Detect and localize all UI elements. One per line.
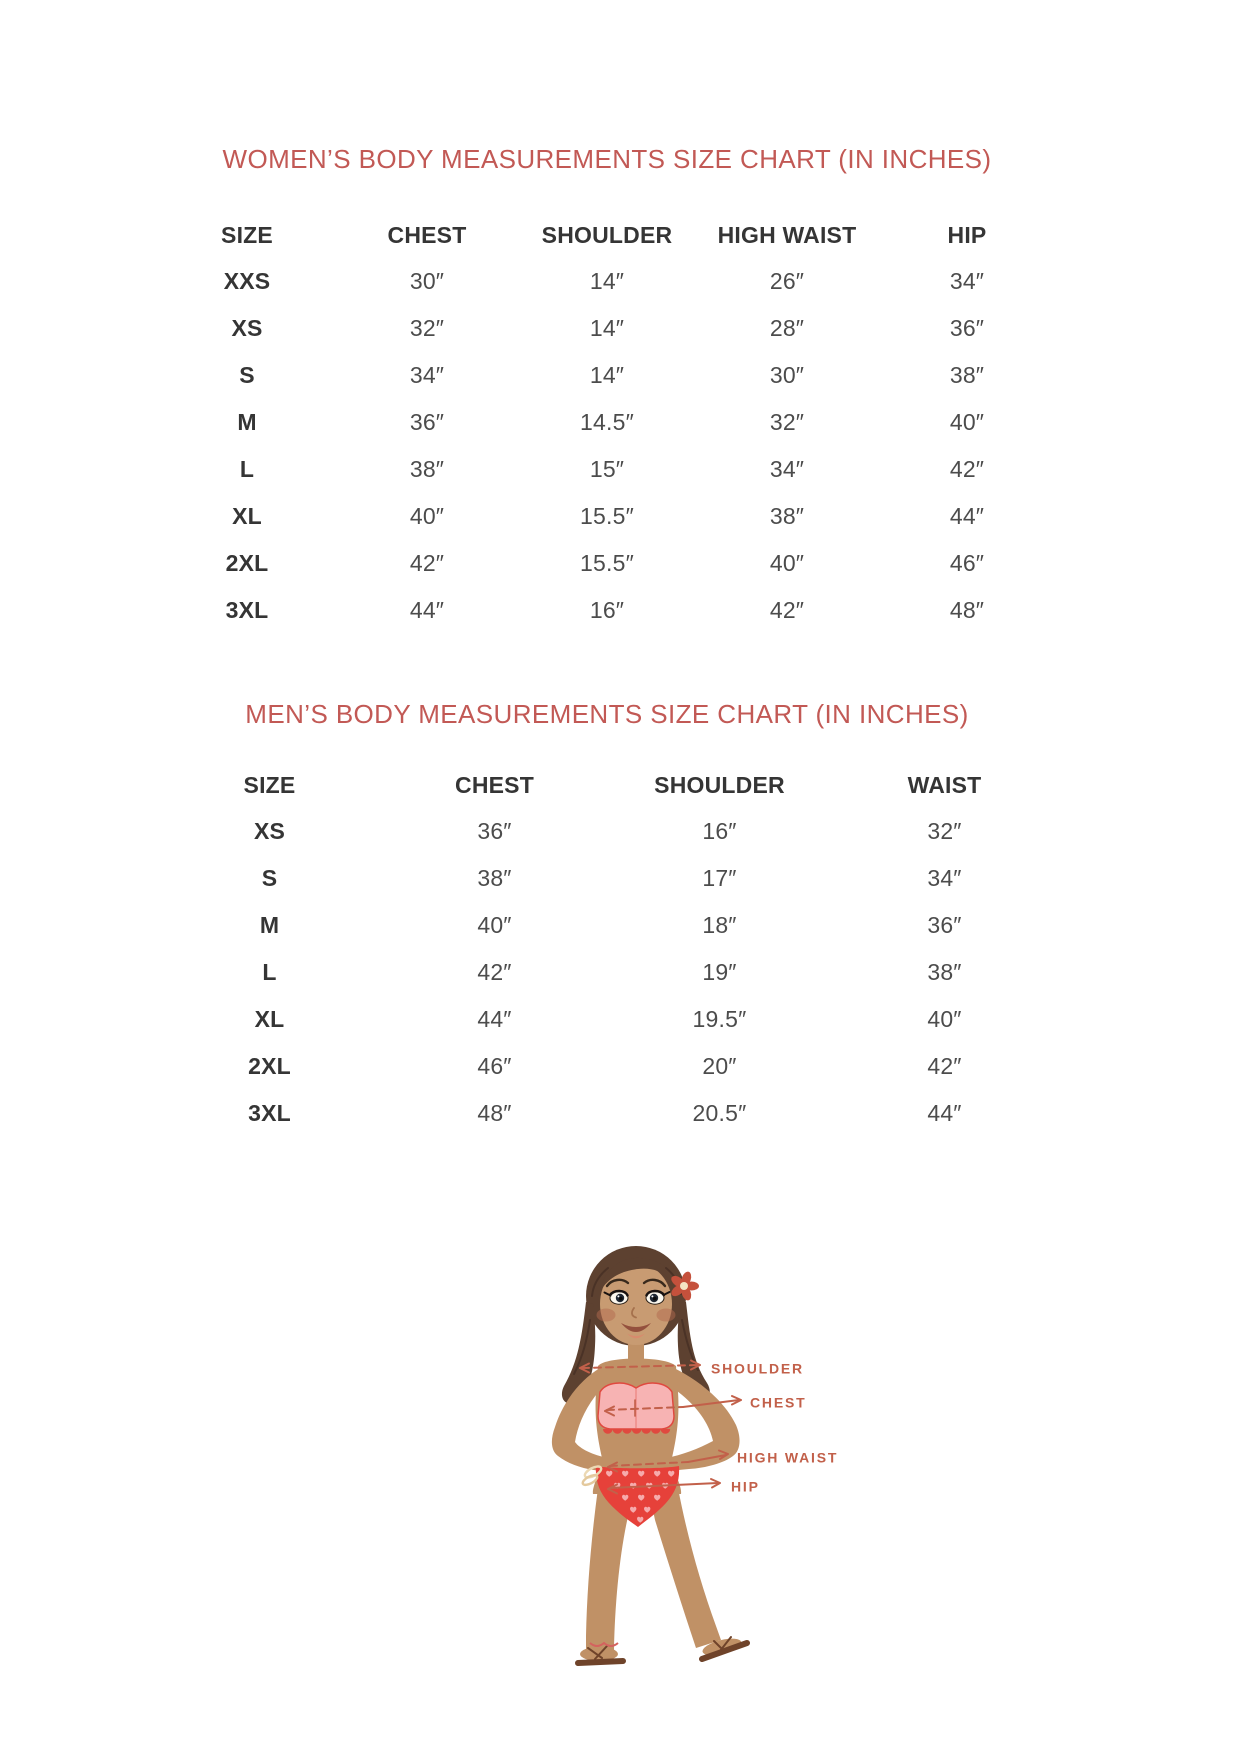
table-row	[157, 1043, 1057, 1090]
chest-cell: 44″	[409, 597, 445, 623]
waist-cell: 34″	[927, 865, 962, 891]
shoulder-cell: 16″	[702, 818, 737, 844]
table-row	[157, 808, 1057, 855]
waist-cell: 36″	[927, 912, 962, 938]
size-cell: 3XL	[248, 1100, 291, 1126]
shoulder-cell: 19″	[702, 959, 737, 985]
mens-table-body	[157, 808, 1057, 1137]
shoulder-cell: 19.5″	[692, 1006, 747, 1032]
column-header-size: SIZE	[221, 221, 273, 248]
chest-cell: 38″	[477, 865, 512, 891]
shoulder-cell: 15.5″	[580, 503, 634, 529]
chest-cell: 42″	[409, 550, 445, 576]
high-waist-label: HIGH WAIST	[737, 1449, 839, 1466]
size-cell: XS	[231, 315, 263, 341]
size-cell: 2XL	[248, 1053, 291, 1079]
chest-cell: 40″	[477, 912, 512, 938]
chest-cell: 48″	[477, 1100, 512, 1126]
shoulder-cell: 18″	[702, 912, 737, 938]
right-leg	[650, 1488, 721, 1648]
waist-cell: 40″	[927, 1006, 962, 1032]
hip-cell: 46″	[949, 550, 985, 576]
column-header-chest: CHEST	[387, 221, 467, 248]
shoulder-cell: 14″	[589, 362, 625, 388]
left-cheek-blush	[597, 1309, 616, 1322]
table-row	[157, 258, 1057, 305]
size-cell: XL	[232, 503, 262, 529]
shoulder-cell: 20.5″	[692, 1100, 747, 1126]
hip-cell: 48″	[949, 597, 985, 623]
column-header-size: SIZE	[243, 771, 296, 798]
waist-cell: 32″	[927, 818, 962, 844]
hip-cell: 38″	[949, 362, 985, 388]
shoulder-cell: 14″	[589, 268, 625, 294]
table-row	[157, 352, 1057, 399]
size-cell: M	[237, 409, 257, 435]
size-cell: XS	[253, 818, 286, 844]
mens-chart-title: MEN’S BODY MEASUREMENTS SIZE CHART (IN INCHES)	[245, 699, 969, 729]
size-cell: XL	[254, 1006, 285, 1032]
woman-figure-svg	[430, 1240, 850, 1700]
right-cheek-blush	[657, 1309, 676, 1322]
table-row	[157, 949, 1057, 996]
womens-table-header-row	[157, 212, 1057, 258]
table-row	[157, 855, 1057, 902]
womens-table-body	[157, 258, 1057, 634]
shoulder-cell: 14.5″	[580, 409, 634, 435]
shoulder-cell: 16″	[589, 597, 625, 623]
womens-size-table	[157, 212, 1057, 634]
waist-cell: 44″	[927, 1100, 962, 1126]
column-header-hip: HIP	[947, 221, 987, 248]
chest-cell: 30″	[409, 268, 445, 294]
size-cell: 2XL	[225, 550, 269, 576]
chest-cell: 36″	[477, 818, 512, 844]
size-cell: S	[239, 362, 255, 388]
table-row	[157, 540, 1057, 587]
table-row	[157, 493, 1057, 540]
hip-cell: 34″	[949, 268, 985, 294]
hip-cell: 44″	[949, 503, 985, 529]
size-cell: L	[262, 959, 277, 985]
chest-cell: 34″	[409, 362, 445, 388]
size-cell: M	[259, 912, 280, 938]
chest-cell: 46″	[477, 1053, 512, 1079]
shoulder-cell: 15.5″	[580, 550, 634, 576]
shoulder-cell: 20″	[702, 1053, 737, 1079]
high-waist-cell: 42″	[769, 597, 805, 623]
table-row	[157, 305, 1057, 352]
column-header-chest: CHEST	[455, 771, 534, 798]
high-waist-cell: 28″	[769, 315, 805, 341]
mens-table-header-row	[157, 762, 1057, 808]
hip-label: HIP	[731, 1478, 760, 1495]
chest-cell: 44″	[477, 1006, 512, 1032]
chest-cell: 42″	[477, 959, 512, 985]
table-row	[157, 1090, 1057, 1137]
size-cell: XXS	[223, 268, 271, 294]
size-cell: 3XL	[225, 597, 269, 623]
chest-cell: 40″	[409, 503, 445, 529]
column-header-shoulder: SHOULDER	[654, 771, 785, 798]
shoulder-cell: 17″	[702, 865, 737, 891]
shoulder-label: SHOULDER	[711, 1360, 804, 1377]
chest-cell: 32″	[409, 315, 445, 341]
waist-cell: 38″	[927, 959, 962, 985]
measurement-illustration	[430, 1240, 850, 1700]
table-row	[157, 902, 1057, 949]
mens-size-table	[157, 762, 1057, 1137]
chest-cell: 36″	[409, 409, 445, 435]
womens-chart-title: WOMEN’S BODY MEASUREMENTS SIZE CHART (IN INCHES)	[222, 144, 992, 174]
chest-label: CHEST	[750, 1394, 807, 1411]
waist-cell: 42″	[927, 1053, 962, 1079]
shoulder-cell: 15″	[589, 456, 625, 482]
size-cell: L	[239, 456, 255, 482]
hip-cell: 40″	[949, 409, 985, 435]
table-row	[157, 399, 1057, 446]
high-waist-cell: 30″	[769, 362, 805, 388]
high-waist-cell: 26″	[769, 268, 805, 294]
high-waist-cell: 34″	[769, 456, 805, 482]
column-header-waist: WAIST	[907, 771, 982, 798]
column-header-high-waist: HIGH WAIST	[717, 221, 857, 248]
high-waist-cell: 32″	[769, 409, 805, 435]
chest-cell: 38″	[409, 456, 445, 482]
table-row	[157, 587, 1057, 634]
hip-cell: 36″	[949, 315, 985, 341]
table-row	[157, 996, 1057, 1043]
high-waist-cell: 40″	[769, 550, 805, 576]
column-header-shoulder: SHOULDER	[541, 221, 673, 248]
shoulder-cell: 14″	[589, 315, 625, 341]
table-row	[157, 446, 1057, 493]
size-cell: S	[261, 865, 278, 891]
high-waist-cell: 38″	[769, 503, 805, 529]
hip-cell: 42″	[949, 456, 985, 482]
